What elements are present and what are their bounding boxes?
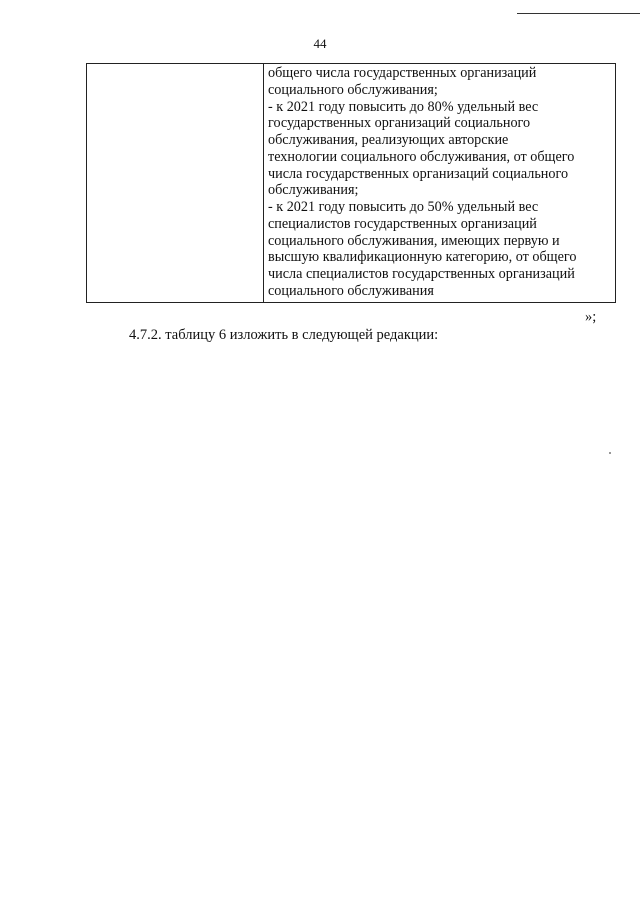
text-line: - к 2021 году повысить до 50% удельный вес: [268, 199, 539, 215]
top-edge-line: [517, 13, 640, 14]
text-line: обслуживания, реализующих авторские: [268, 132, 509, 148]
text-line: числа государственных организаций социального: [268, 165, 569, 182]
page-number: 44: [313, 36, 327, 51]
text-line: социального обслуживания;: [268, 81, 438, 98]
text-line: государственных организаций социального: [268, 115, 531, 132]
text-line: - к 2021 году повысить до 80% удельный вес: [268, 98, 539, 115]
continuation-table: [86, 63, 616, 303]
text-line: социального обслуживания: [268, 282, 434, 299]
table-cell-empty: [87, 64, 264, 303]
text-line: высшую квалификационную категорию, от общего: [268, 249, 577, 266]
text-line: специалистов государственных организаций: [268, 215, 537, 232]
text-line: обслуживания;: [268, 182, 359, 199]
table-row: [87, 64, 616, 303]
text-line: технологии социального обслуживания, от общего: [268, 148, 575, 165]
text-line: числа специалистов государственных организаций: [268, 266, 575, 282]
text-line: общего числа государственных организаций: [268, 65, 537, 81]
text-line: социального обслуживания, имеющих первую и: [268, 232, 560, 249]
table-cell-targets: [264, 64, 616, 303]
amendment-instruction: 4.7.2. таблицу 6 изложить в следующей редакции:: [129, 327, 439, 343]
closing-quote: »;: [585, 309, 597, 325]
scan-speck: [609, 452, 611, 454]
